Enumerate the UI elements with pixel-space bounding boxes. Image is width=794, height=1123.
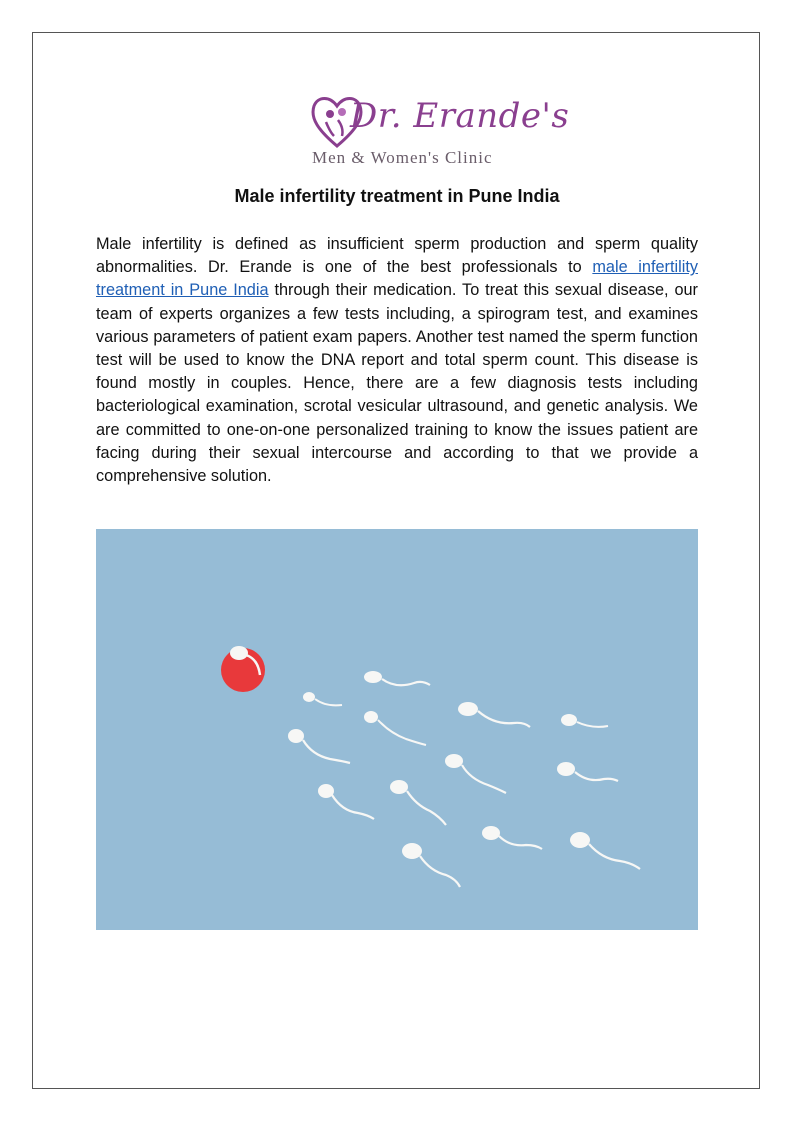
sperm-egg-photo <box>96 529 698 930</box>
photo-background <box>96 529 698 930</box>
document-title: Male infertility treatment in Pune India <box>234 186 560 206</box>
logo-name: Dr. Erande's <box>350 96 570 136</box>
treatment-link[interactable]: male infertility treatment in Pune India <box>96 258 698 300</box>
body-paragraph <box>96 233 698 488</box>
logo-tagline: Men & Women's Clinic <box>312 148 493 167</box>
paragraph-text-end: through their medication. To treat this sexual disease, our team of experts organizes a few tests including, a spirogram test, and examines various parameters of patient exam papers. Another test named the sperm function test will be used to know the DNA report and total sperm count. This disease is found mostly in couples. Hence, there are a few diagnosis tests including bacteriological examination, scrotal vesicular ultrasound, and genetic analysis. We are committed to one-on-one personalized training to know the issues patient are facing during their sexual intercourse and according to that we provide a comprehensive solution. <box>96 281 698 486</box>
clinic-logo <box>300 92 570 176</box>
paragraph-text-start: Male infertility is defined as insufficient sperm production and sperm quality abnormalities. Dr. Erande is one of the best professionals to <box>96 235 698 277</box>
sperm-on-egg <box>230 646 248 660</box>
